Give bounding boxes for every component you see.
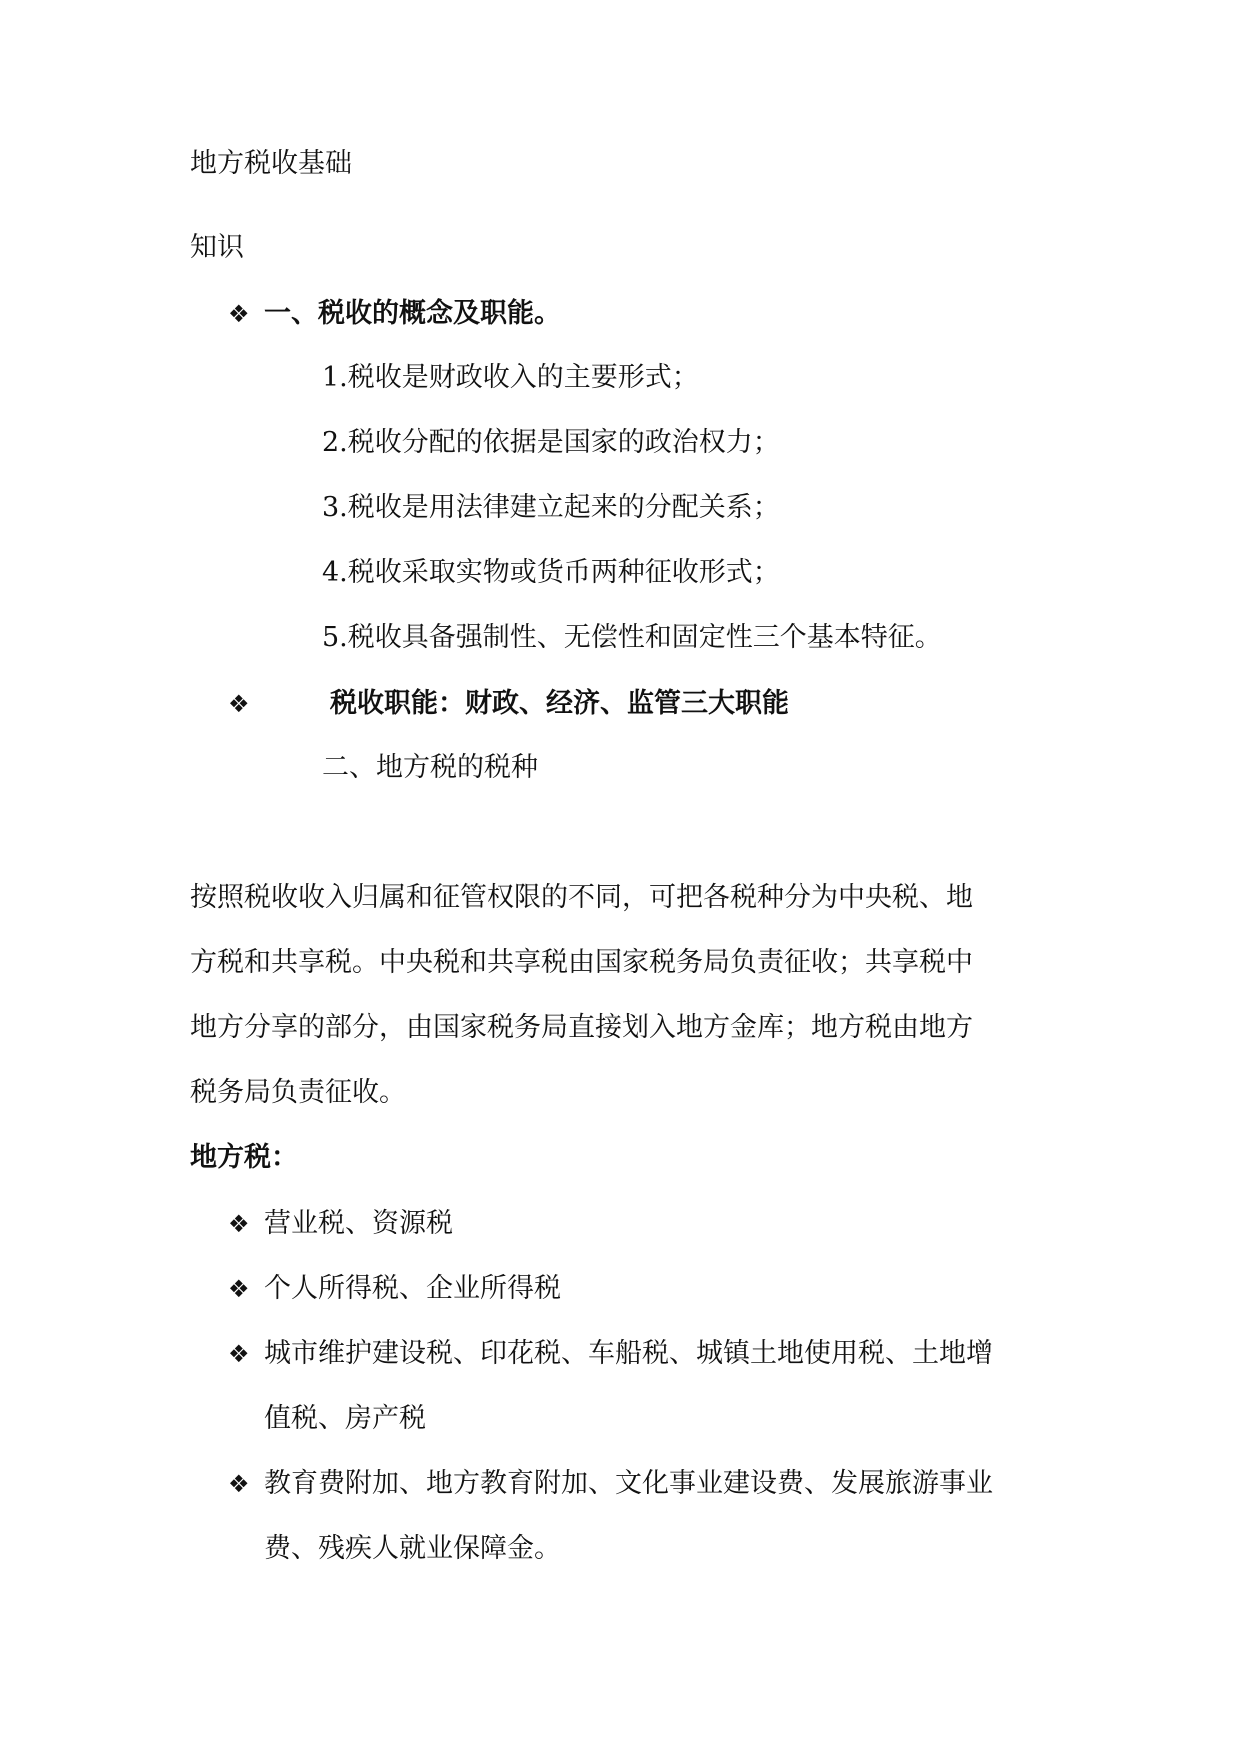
- section-2-heading: 二、地方税的税种: [322, 752, 538, 783]
- document-title: 地方税收基础: [190, 148, 352, 179]
- paragraph-line: 方税和共享税。中央税和共享税由国家税务局负责征收；共享税中: [190, 947, 973, 978]
- local-tax-item-continued: 值税、房产税: [264, 1403, 426, 1434]
- bullet-icon: ❖: [228, 1210, 250, 1238]
- bullet-icon: ❖: [228, 1340, 250, 1368]
- local-tax-item: 营业税、资源税: [264, 1208, 453, 1239]
- bullet-icon: ❖: [228, 690, 250, 718]
- bullet-icon: ❖: [228, 300, 250, 328]
- local-tax-item: 个人所得税、企业所得税: [264, 1273, 561, 1304]
- document-title-continued: 知识: [190, 232, 244, 263]
- list-item: 5.税收具备强制性、无偿性和固定性三个基本特征。: [322, 622, 942, 653]
- tax-functions-heading: 税收职能：财政、经济、监管三大职能: [330, 688, 789, 719]
- paragraph-line: 按照税收收入归属和征管权限的不同，可把各税种分为中央税、地: [190, 882, 973, 913]
- paragraph-line: 税务局负责征收。: [190, 1077, 406, 1108]
- local-tax-item: 教育费附加、地方教育附加、文化事业建设费、发展旅游事业: [264, 1468, 993, 1499]
- bullet-icon: ❖: [228, 1275, 250, 1303]
- bullet-icon: ❖: [228, 1470, 250, 1498]
- local-tax-label: 地方税：: [190, 1142, 298, 1173]
- section-1-heading: 一、税收的概念及职能。: [264, 298, 561, 329]
- paragraph-line: 地方分享的部分，由国家税务局直接划入地方金库；地方税由地方: [190, 1012, 973, 1043]
- list-item: 3.税收是用法律建立起来的分配关系；: [322, 492, 780, 523]
- list-item: 4.税收采取实物或货币两种征收形式；: [322, 557, 780, 588]
- list-item: 2.税收分配的依据是国家的政治权力；: [322, 427, 780, 458]
- local-tax-item: 城市维护建设税、印花税、车船税、城镇土地使用税、土地增: [264, 1338, 993, 1369]
- list-item: 1.税收是财政收入的主要形式；: [322, 362, 699, 393]
- local-tax-item-continued: 费、残疾人就业保障金。: [264, 1533, 561, 1564]
